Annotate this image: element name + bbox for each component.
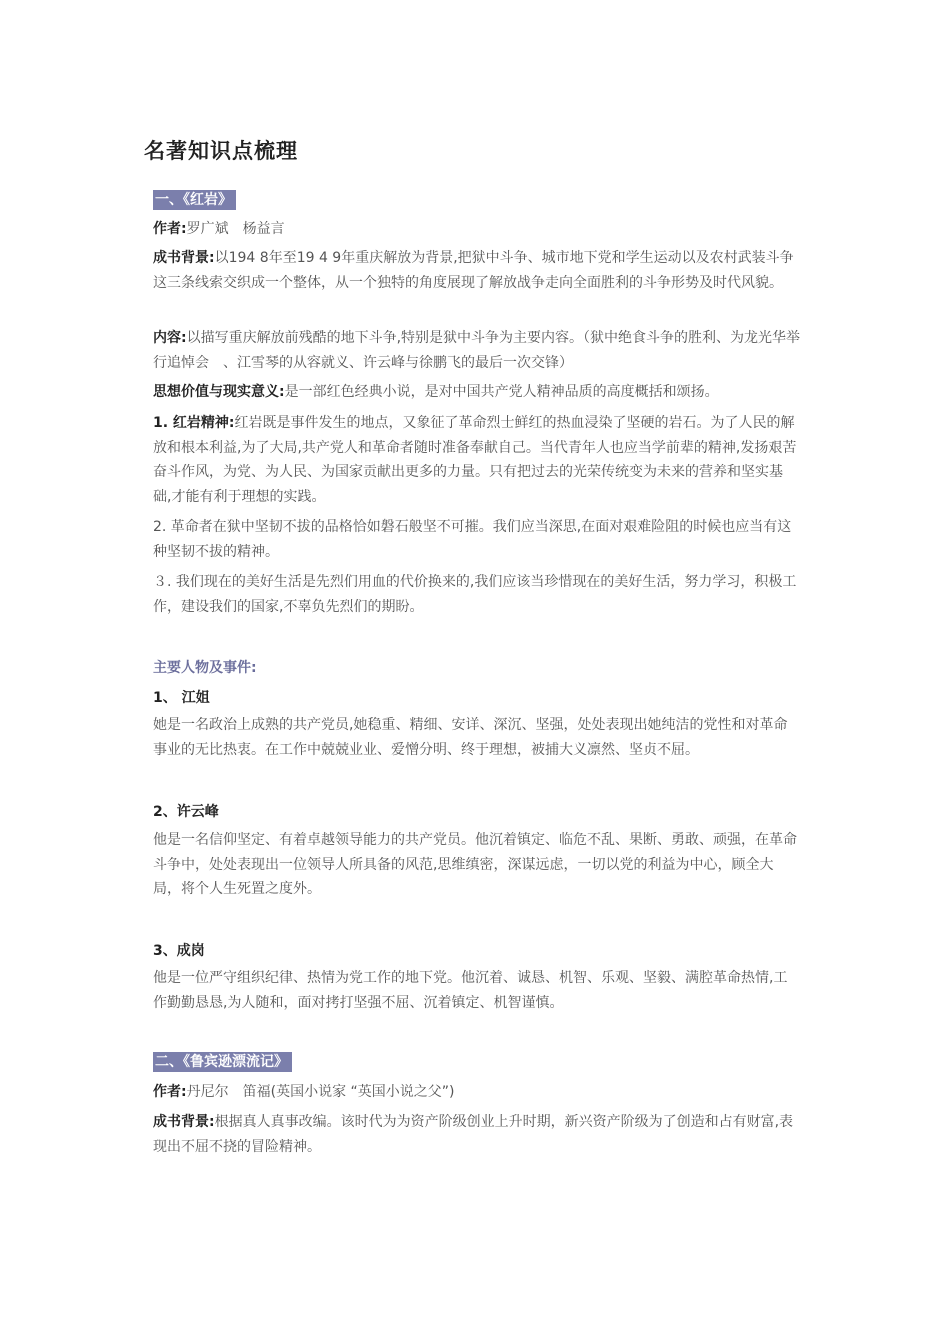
section-heading-robinson: 二、《鲁宾逊漂流记》 bbox=[153, 1052, 292, 1072]
value-paragraph bbox=[153, 380, 801, 405]
author-line bbox=[153, 217, 801, 242]
background-paragraph bbox=[153, 246, 801, 295]
author-line-2 bbox=[153, 1080, 801, 1105]
character-desc-jiangjie: 她是一名政治上成熟的共产党员,她稳重、精细、安详、深沉、坚强，处处表现出她纯洁的党性和对革命事业的无比热衷。在工作中兢兢业业、爱憎分明、终于理想，被捕大义凛然、坚贞不屈。 bbox=[153, 717, 788, 758]
page-title: 名著知识点梳理 bbox=[144, 139, 298, 163]
character-desc-chenggang: 他是一位严守组织纪律、热情为党工作的地下党。他沉着、诚恳、机智、乐观、坚毅、满腔革命热情,工作勤勤恳恳,为人随和，面对拷打坚强不屈、沉着镇定、机智谨慎。 bbox=[153, 970, 788, 1011]
value-text: 是一部红色经典小说，是对中国共产党人精神品质的高度概括和颂扬。 bbox=[284, 384, 719, 400]
background-label-2: 成书背景: bbox=[153, 1114, 215, 1130]
character-name-chenggang: 3、成岗 bbox=[153, 943, 205, 959]
author-label: 作者: bbox=[153, 221, 187, 237]
characters-heading: 主要人物及事件: bbox=[153, 660, 257, 676]
content-paragraph bbox=[153, 326, 801, 375]
value-label: 思想价值与现实意义: bbox=[153, 384, 285, 400]
character-desc-xuyunfeng: 他是一名信仰坚定、有着卓越领导能力的共产党员。他沉着镇定、临危不乱、果断、勇敢、顽强，在革命斗争中，处处表现出一位领导人所具备的风范,思维缜密，深谋远虑，一切以党的利益为中心，顾全大局，将个人生死置之度外。 bbox=[153, 832, 797, 898]
background-text-2: 根据真人真事改编。该时代为为资产阶级创业上升时期，新兴资产阶级为了创造和占有财富,表现出不屈不挠的冒险精神。 bbox=[153, 1114, 794, 1155]
point-2-paragraph: 2. 革命者在狱中坚韧不拔的品格恰如磐石般坚不可摧。我们应当深思,在面对艰难险阻的时候也应当有这种坚韧不拔的精神。 bbox=[153, 519, 792, 560]
background-text: 以194 8年至19 4 9年重庆解放为背景,把狱中斗争、城市地下党和学生运动以及农村武装斗争这三条线索交织成一个整体，从一个独特的角度展现了解放战争走向全面胜利的斗争形势及时代风貌。 bbox=[153, 250, 794, 291]
character-name-jiangjie: 1、 江姐 bbox=[153, 690, 210, 706]
point-1-paragraph bbox=[153, 411, 801, 509]
character-name-xuyunfeng: 2、许云峰 bbox=[153, 804, 219, 820]
point-1-text: 红岩既是事件发生的地点，又象征了革命烈士鲜红的热血浸染了坚硬的岩石。为了人民的解放和根本利益,为了大局,共产党人和革命者随时准备奉献自己。当代青年人也应当学前辈的精神,发扬艰苦奋斗作风，为党、为人民、为国家贡献出更多的力量。只有把过去的光荣传统变为未来的营养和坚实基础,才能有利于理想的实践。 bbox=[153, 415, 797, 505]
content-text: 以描写重庆解放前残酷的地下斗争,特别是狱中斗争为主要内容。（狱中绝食斗争的胜利、为龙光华举行追悼会 、江雪琴的从容就义、许云峰与徐鹏飞的最后一次交锋） bbox=[153, 330, 801, 371]
author-label-2: 作者: bbox=[153, 1084, 187, 1100]
background-label: 成书背景: bbox=[153, 250, 215, 266]
section-heading-hongyan: 一、《红岩》 bbox=[153, 190, 236, 210]
author-value-2: 丹尼尔 笛福(英国小说家 “英国小说之父”) bbox=[186, 1084, 455, 1100]
point-3-paragraph: ３. 我们现在的美好生活是先烈们用血的代价换来的,我们应该当珍惜现在的美好生活，努力学习，积极工作，建设我们的国家,不辜负先烈们的期盼。 bbox=[153, 574, 797, 615]
author-value: 罗广斌 杨益言 bbox=[186, 221, 285, 237]
background-paragraph-2 bbox=[153, 1110, 801, 1159]
content-label: 内容: bbox=[153, 330, 187, 346]
point-1-label: 1. 红岩精神: bbox=[153, 415, 235, 431]
